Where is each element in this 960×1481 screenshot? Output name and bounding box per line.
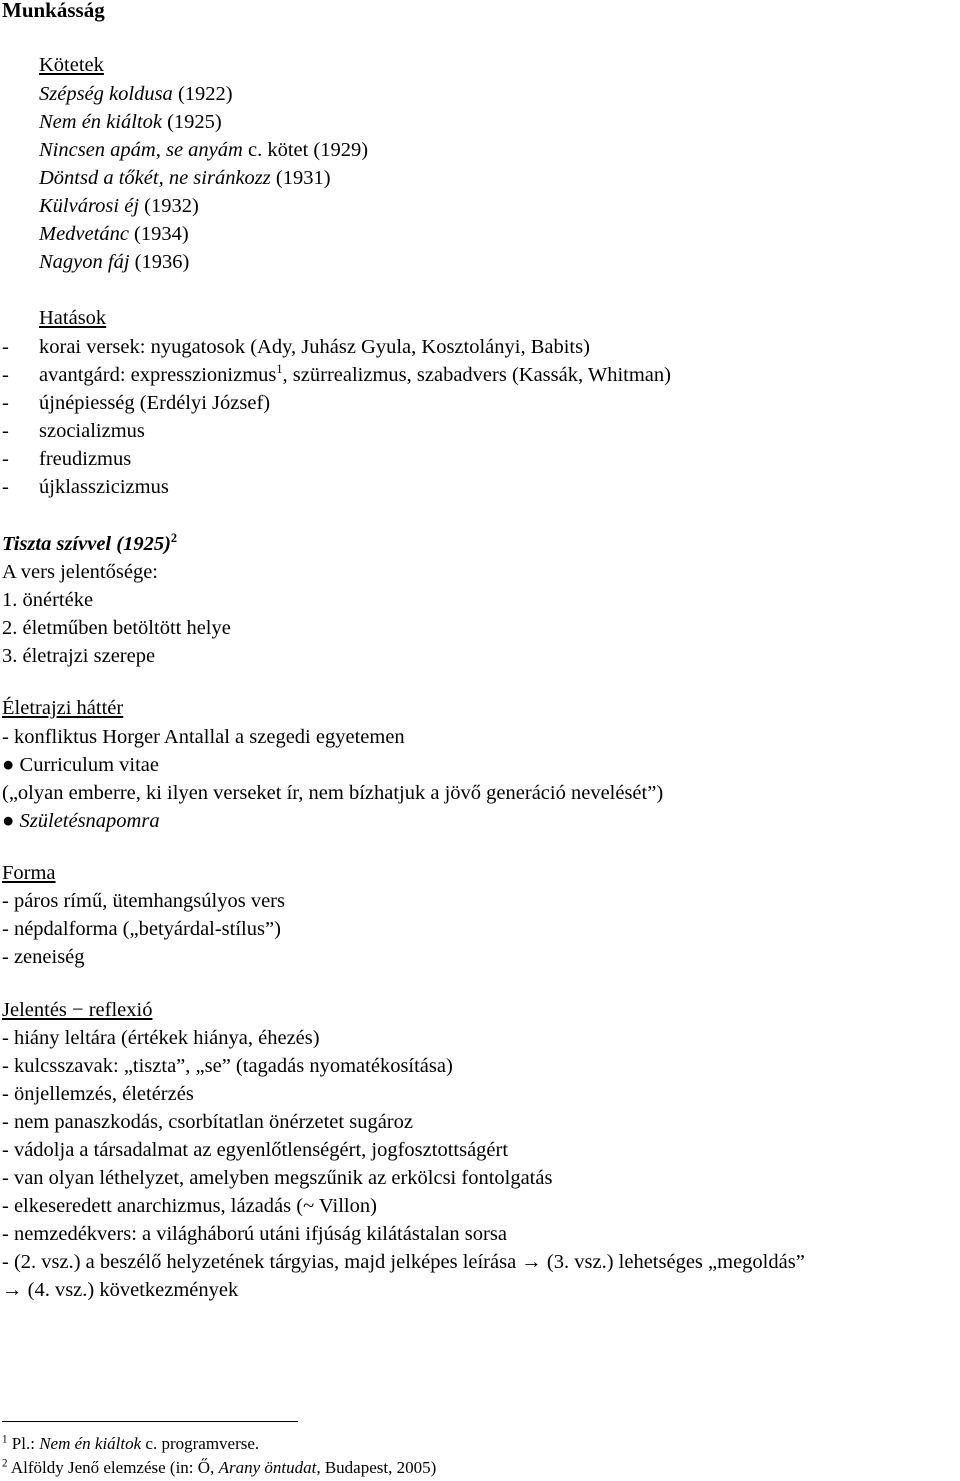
- page-title: Munkásság: [2, 0, 105, 22]
- bullet-icon: ●: [2, 810, 15, 832]
- jelentes-item: - van olyan léthelyzet, amelyben megszűnik az erkölcsi fontolgatás: [2, 1167, 553, 1189]
- kotet-item: Szépség koldusa (1922): [39, 83, 233, 105]
- jelentes-item: - nemzedékvers: a világháború utáni ifjúság kilátástalan sorsa: [2, 1223, 507, 1245]
- footnote: $^2$ Alföldy Jenő elemzése (in: Ő, Arany öntudat, Budapest, 2005): [2, 1457, 437, 1477]
- jelentes-item: - elkeseredett anarchizmus, lázadás (~ Villon): [2, 1195, 377, 1217]
- forma-item: - páros rímű, ütemhangsúlyos vers: [2, 890, 285, 912]
- jelentes-item: → (4. vsz.) következmények: [2, 1279, 239, 1301]
- kotet-item: Döntsd a tőkét, ne siránkozz (1931): [39, 167, 331, 189]
- hatas-item: - újnépiesség (Erdélyi József): [2, 392, 271, 414]
- eletrajz-item: ● Születésnapomra: [2, 810, 160, 832]
- footnote-ref: 2: [170, 531, 178, 546]
- poem-point: 2. életműben betöltött helye: [2, 617, 231, 639]
- eletrajz-quote: („olyan emberre, ki ilyen verseket ír, nem bízhatjuk a jövő generáció nevelését”): [2, 782, 664, 804]
- jelentes-item: - nem panaszkodás, csorbítatlan önérzetet sugároz: [2, 1111, 413, 1133]
- hatas-item: - avantgárd: expresszionizmus$^1$, szürrealizmus, szabadvers (Kassák, Whitman): [2, 362, 671, 386]
- kotet-item: Nem én kiáltok (1925): [39, 111, 222, 133]
- kotet-item: Nagyon fáj (1936): [39, 251, 190, 273]
- kotet-item: Nincsen apám, se anyám c. kötet (1929): [39, 139, 369, 161]
- hatas-item: - freudizmus: [2, 448, 132, 470]
- bullet-icon: ●: [2, 754, 15, 776]
- eletrajz-item: ● Curriculum vitae: [2, 754, 159, 776]
- eletrajz-heading: Életrajzi háttér: [2, 697, 124, 719]
- jelentes-item: - vádolja a társadalmat az egyenlőtlenségért, jogfosztottságért: [2, 1139, 509, 1161]
- forma-item: - zeneiség: [2, 946, 85, 968]
- poem-point: 1. önértéke: [2, 589, 94, 611]
- footnote-separator: [2, 1421, 298, 1422]
- footnote-ref: 1: [276, 362, 283, 377]
- jelentes-item: - hiány leltára (értékek hiánya, éhezés): [2, 1027, 320, 1049]
- kotetek-heading: Kötetek: [39, 54, 104, 76]
- kotet-item: Külvárosi éj (1932): [39, 195, 199, 217]
- hatas-item: - szocializmus: [2, 420, 145, 442]
- footnote: $^1$ Pl.: Nem én kiáltok c. programverse.: [2, 1433, 260, 1453]
- hatas-item: - újklasszicizmus: [2, 476, 169, 498]
- hatasok-heading: Hatások: [39, 307, 107, 329]
- hatas-item: - korai versek: nyugatosok (Ady, Juhász Gyula, Kosztolányi, Babits): [2, 336, 590, 358]
- forma-heading: Forma: [2, 862, 56, 884]
- kotet-item: Medvetánc (1934): [39, 223, 189, 245]
- jelentes-item: - kulcsszavak: „tiszta”, „se” (tagadás nyomatékosítása): [2, 1055, 453, 1077]
- jelentes-item: - önjellemzés, életérzés: [2, 1083, 194, 1105]
- jelentes-item: - (2. vsz.) a beszélő helyzetének tárgyias, majd jelképes leírása → (3. vsz.) lehetséges „megoldás”: [2, 1251, 805, 1273]
- poem-point: 3. életrajzi szerepe: [2, 645, 156, 667]
- poem-title: Tiszta szívvel $(1925)^2$: [2, 531, 178, 555]
- poem-label: A vers jelentősége:: [2, 561, 158, 583]
- forma-item: - népdalforma („betyárdal-stílus”): [2, 918, 281, 940]
- jelentes-heading: Jelentés − reflexió: [2, 999, 153, 1021]
- eletrajz-item: - konfliktus Horger Antallal a szegedi egyetemen: [2, 726, 405, 748]
